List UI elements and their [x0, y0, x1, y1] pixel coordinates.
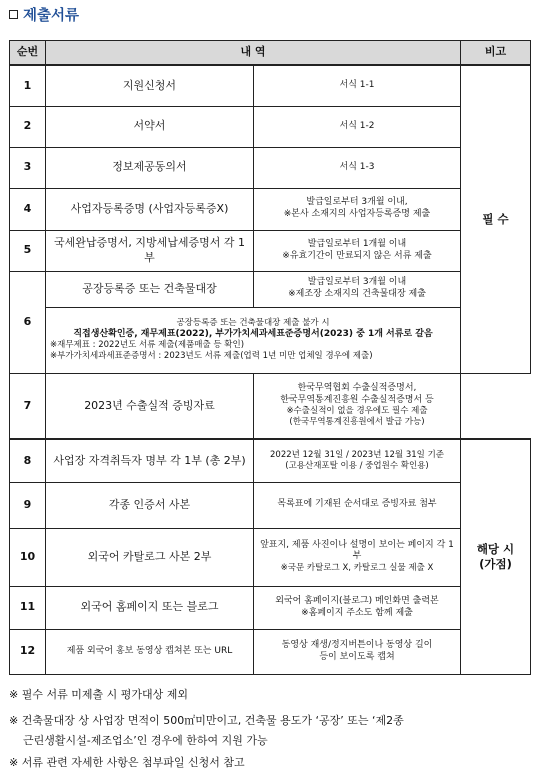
row-item: 외국어 홈페이지 또는 블로그 — [46, 586, 254, 629]
detail-line: 발급일로부터 3개월 이내, — [306, 197, 408, 208]
detail-line: 앞표지, 제품 사진이나 설명이 보이는 페이지 각 1부 — [260, 539, 454, 562]
note-line: ※부가가치세과세표준증명서 : 2023년도 서류 제출(업력 1년 미만 업체일 경우에 제출) — [50, 351, 373, 362]
row-detail — [254, 230, 461, 271]
row-detail — [254, 271, 461, 307]
detail-line: ※제조장 소재지의 건축물대장 제출 — [288, 289, 426, 299]
row-number: 3 — [10, 147, 46, 188]
detail-line: 한국무역통계진흥원 수출실적증명서 등 — [280, 394, 434, 405]
detail-line: 발급일로부터 1개월 이내 — [307, 238, 407, 249]
table-row — [10, 586, 531, 629]
row-detail: 서식 1-3 — [254, 147, 461, 188]
header-no: 순번 — [10, 41, 46, 66]
row-detail — [254, 528, 461, 586]
table-row — [10, 188, 531, 230]
detail-line: (한국무역통계진흥원에서 발급 가능) — [289, 417, 425, 428]
row-item: 외국어 카탈로그 사본 2부 — [46, 528, 254, 586]
table-row — [10, 439, 531, 482]
detail-line: 동영상 재생/정지버튼이나 동영상 길이 — [281, 639, 433, 650]
table-row — [10, 106, 531, 147]
table-row — [10, 230, 531, 271]
row-number: 4 — [10, 188, 46, 230]
row-number: 8 — [10, 439, 46, 482]
detail-line: 외국어 홈페이지(블로그) 메인화면 출력본 — [275, 595, 439, 606]
remark-conditional — [461, 439, 531, 674]
row-item: 공장등록증 또는 건축물대장 — [46, 271, 254, 307]
row6-notes — [46, 307, 461, 373]
row-number: 12 — [10, 629, 46, 674]
row-item: 제품 외국어 홍보 동영상 캡쳐본 또는 URL — [46, 629, 254, 674]
remark-required: 필 수 — [461, 65, 531, 373]
footnote: ※ 서류 관련 자세한 사항은 첨부파일 신청서 참고 — [9, 756, 245, 769]
detail-line: (고용산재포탈 이용 / 중업원수 확인용) — [285, 460, 429, 471]
section-title-text: 제출서류 — [23, 8, 80, 24]
header-remark: 비고 — [461, 41, 531, 66]
note-line: ※재무제표 : 2022년도 서류 제출(제품매출 등 확인) — [50, 340, 245, 351]
table-row — [10, 147, 531, 188]
row-item: 국세완납증명서, 지방세납세증명서 각 1부 — [46, 230, 254, 271]
note-line: 공장등록증 또는 건축물대장 제출 불가 시 — [176, 317, 330, 328]
row-number: 7 — [10, 373, 46, 439]
table-row — [10, 65, 531, 106]
table-header-row — [10, 41, 531, 66]
row-detail: 서식 1-2 — [254, 106, 461, 147]
row-detail: 목록표에 기재된 순서대로 증빙자료 첨부 — [254, 482, 461, 528]
row-detail — [254, 586, 461, 629]
row-item: 서약서 — [46, 106, 254, 147]
footnote: 근린생활시설-제조업소’인 경우에 한하여 지원 가능 — [23, 734, 268, 747]
row-detail — [254, 439, 461, 482]
detail-line: ※국문 카탈로그 X, 카탈로그 실물 제출 X — [280, 563, 434, 574]
remark-line: 해당 시 — [476, 541, 515, 556]
row-detail — [254, 373, 461, 439]
row-item: 각종 인증서 사본 — [46, 482, 254, 528]
row-number: 2 — [10, 106, 46, 147]
header-content: 내 역 — [46, 41, 461, 66]
row-number: 11 — [10, 586, 46, 629]
row-item: 사업자등록증명 (사업자등록증X) — [46, 188, 254, 230]
row-detail — [254, 629, 461, 674]
row-item: 지원신청서 — [46, 65, 254, 106]
note-line: 직접생산확인증, 재무제표(2022), 부가가치세과세표준증명서(2023) 중 1개 서류로 갈음 — [73, 328, 433, 339]
row-number: 5 — [10, 230, 46, 271]
row-detail — [254, 188, 461, 230]
section-title — [9, 4, 79, 25]
detail-line: 2022년 12월 31일 / 2023년 12월 31일 기준 — [270, 449, 444, 460]
row-number: 10 — [10, 528, 46, 586]
table-row-notes — [10, 307, 531, 373]
table-row — [10, 271, 531, 307]
detail-line: ※본사 소재지의 사업자등록증명 제출 — [283, 209, 431, 219]
row-item: 2023년 수출실적 증빙자료 — [46, 373, 254, 439]
remark-line: (가점) — [479, 556, 512, 571]
table-row — [10, 373, 531, 439]
row-number: 6 — [10, 271, 46, 373]
row-detail: 서식 1-1 — [254, 65, 461, 106]
detail-line: ※유효기간이 만료되지 않은 서류 제출 — [282, 250, 432, 261]
documents-table — [9, 40, 531, 675]
row-item: 정보제공동의서 — [46, 147, 254, 188]
table-row — [10, 482, 531, 528]
table-row — [10, 629, 531, 674]
table-row — [10, 528, 531, 586]
detail-line: 발급일로부터 3개월 이내 — [307, 277, 407, 288]
detail-line: ※수출실적이 없을 경우에도 필수 제출 — [286, 406, 428, 417]
detail-line: ※홈페이지 주소도 함께 제출 — [301, 607, 413, 618]
detail-line: 등이 보이도록 캡쳐 — [319, 651, 395, 662]
footnote: ※ 필수 서류 미제출 시 평가대상 제외 — [9, 688, 188, 701]
row-number: 9 — [10, 482, 46, 528]
row-number: 1 — [10, 65, 46, 106]
footnote: ※ 건축물대장 상 사업장 면적이 500㎡미만이고, 건축물 용도가 ‘공장’ 또는 ‘제2종 — [9, 714, 404, 727]
checkbox-square-icon — [9, 10, 18, 19]
row-item: 사업장 자격취득자 명부 각 1부 (총 2부) — [46, 439, 254, 482]
detail-line: 한국무역협회 수출실적증명서, — [297, 383, 417, 394]
